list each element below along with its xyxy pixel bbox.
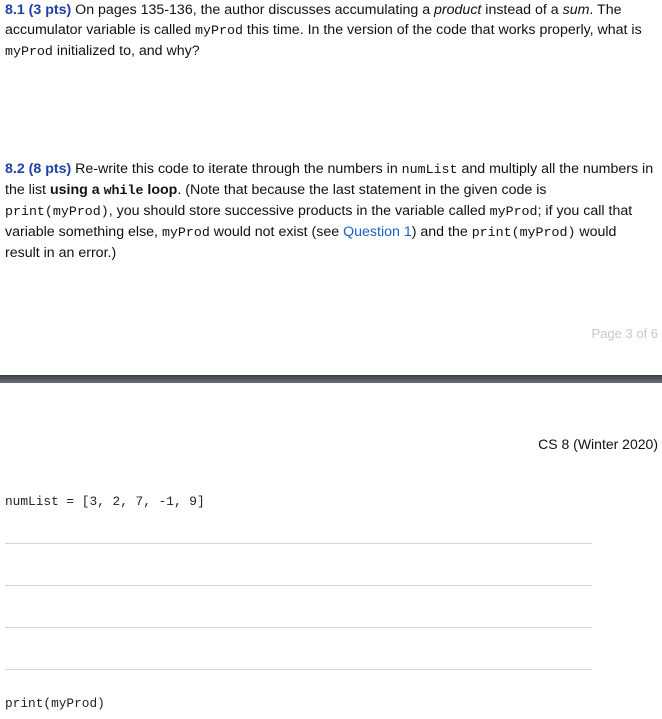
answer-line <box>5 543 592 544</box>
code-line-print: print(myProd) <box>5 696 105 711</box>
inline-code: myProd <box>489 204 538 219</box>
question-number: 8.2 (8 pts) <box>5 161 72 177</box>
code-line-numlist: numList = [3, 2, 7, -1, 9] <box>5 494 205 509</box>
inline-code: numList <box>401 162 458 177</box>
question-text: initialized to, and why? <box>52 43 200 59</box>
question-text: would result in an error.) <box>5 224 617 261</box>
question-number: 8.1 (3 pts) <box>5 2 72 18</box>
bold-text-part: using a <box>49 182 104 198</box>
answer-line <box>5 585 592 586</box>
question-text: would not exist (see <box>209 224 344 240</box>
question-1-link[interactable]: Question 1 <box>343 224 412 240</box>
question-text: ; if you call that variable something else, <box>5 203 633 240</box>
question-text: and multiply all the numbers in the list <box>5 161 654 198</box>
inline-code: while <box>103 183 144 198</box>
inline-code: myProd <box>195 23 243 38</box>
page-divider <box>0 375 662 383</box>
answer-line <box>5 627 592 628</box>
question-8-2 <box>5 159 655 263</box>
page-number-footer: Page 3 of 6 <box>591 326 658 341</box>
answer-line <box>5 669 592 670</box>
question-text: . The accumulator variable is called <box>5 2 622 38</box>
question-text: this time. In the version of the code that works properly, what is <box>242 22 642 38</box>
inline-code: myProd <box>161 225 210 240</box>
question-text: instead of a <box>481 2 563 18</box>
emphasis: product <box>434 2 482 18</box>
question-text: ) and the <box>411 224 472 240</box>
inline-code: print(myProd) <box>5 204 109 219</box>
question-text: On pages 135-136, the author discusses accumulating a <box>71 2 435 18</box>
bold-text <box>50 182 177 198</box>
question-8-1 <box>5 0 655 62</box>
inline-code: myProd <box>5 44 53 59</box>
question-text: . (Note that because the last statement in the given code is <box>177 182 547 198</box>
bold-text-part: loop <box>143 182 178 198</box>
question-text: Re-write this code to iterate through the numbers in <box>71 161 402 177</box>
course-header: CS 8 (Winter 2020) <box>538 436 658 452</box>
question-text: , you should store successive products in the variable called <box>108 203 490 219</box>
inline-code: print(myProd) <box>471 225 576 240</box>
emphasis: sum <box>562 2 590 18</box>
